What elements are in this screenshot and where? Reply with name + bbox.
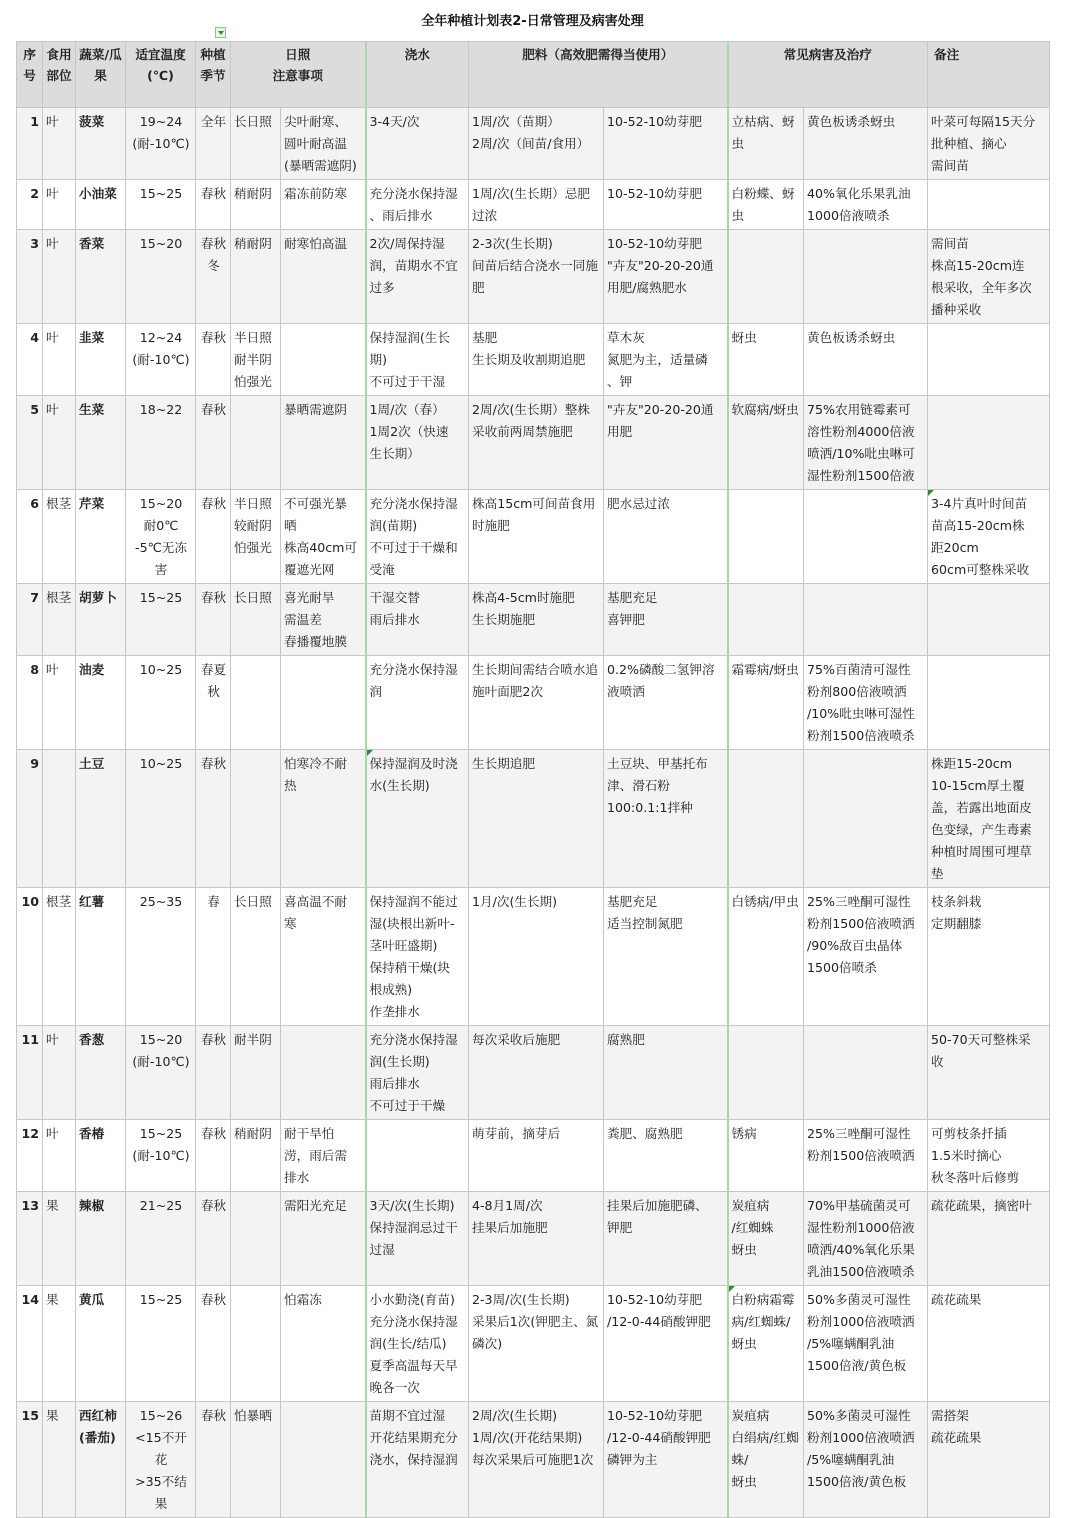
cell-seq[interactable]: 15 bbox=[17, 1402, 43, 1518]
cell-sun[interactable]: 长日照 bbox=[231, 108, 281, 180]
header-fert: 肥料（高效肥需得当使用） bbox=[469, 42, 728, 108]
cell-note[interactable]: 枝条斜栽 定期翻膝 bbox=[928, 888, 1050, 1026]
table-row bbox=[17, 656, 1050, 750]
cell-disease[interactable]: 白锈病/甲虫 bbox=[728, 888, 804, 1026]
cell-fert-type[interactable]: 土豆块、甲基托布 津、滑石粉 100:0.1:1拌种 bbox=[604, 750, 728, 888]
cell-fert-type[interactable]: 10-52-10幼芽肥 /12-0-44硝酸钾肥 磷钾为主 bbox=[604, 1402, 728, 1518]
header-veg: 蔬菜/瓜 果 bbox=[76, 42, 126, 108]
table-row bbox=[17, 324, 1050, 396]
cell-season[interactable]: 全年 bbox=[196, 108, 231, 180]
table-row bbox=[17, 230, 1050, 324]
cell-note[interactable]: 可剪枝条扦插 1.5米时摘心 秋冬落叶后修剪 bbox=[928, 1120, 1050, 1192]
cell-disease[interactable]: 软腐病/蚜虫 bbox=[728, 396, 804, 490]
cell-sun[interactable]: 长日照 bbox=[231, 888, 281, 1026]
cell-season[interactable]: 春秋 bbox=[196, 1286, 231, 1402]
cell-disease[interactable] bbox=[728, 750, 804, 888]
cell-treatment[interactable]: 40%氧化乐果乳油 1000倍液喷杀 bbox=[804, 180, 928, 230]
cell-treatment[interactable] bbox=[804, 750, 928, 888]
cell-fert-type[interactable]: 基肥充足 喜钾肥 bbox=[604, 584, 728, 656]
cell-part[interactable]: 果 bbox=[43, 1192, 76, 1286]
cell-veg[interactable]: 小油菜 bbox=[76, 180, 126, 230]
cell-part[interactable]: 果 bbox=[43, 1286, 76, 1402]
cell-fert-type[interactable]: 肥水忌过浓 bbox=[604, 490, 728, 584]
cell-sun-note[interactable]: 喜高温不耐 寒 bbox=[281, 888, 366, 1026]
cell-fert-type[interactable]: 10-52-10幼芽肥 bbox=[604, 180, 728, 230]
cell-water[interactable]: 充分浇水保持湿 润(苗期) 不可过于干燥和 受淹 bbox=[366, 490, 469, 584]
cell-treatment[interactable]: 黄色板诱杀蚜虫 bbox=[804, 108, 928, 180]
cell-seq[interactable]: 14 bbox=[17, 1286, 43, 1402]
table-row bbox=[17, 1286, 1050, 1402]
cell-temp[interactable]: 10~25 bbox=[126, 656, 196, 750]
cell-veg[interactable]: 香葱 bbox=[76, 1026, 126, 1120]
table-header-row bbox=[17, 42, 1050, 108]
cell-veg[interactable]: 红薯 bbox=[76, 888, 126, 1026]
cell-sun[interactable]: 耐半阴 bbox=[231, 1026, 281, 1120]
cell-season[interactable]: 春秋 bbox=[196, 1402, 231, 1518]
cell-seq[interactable]: 2 bbox=[17, 180, 43, 230]
cell-sun[interactable]: 稍耐阴 bbox=[231, 1120, 281, 1192]
cell-sun-note[interactable]: 喜光耐旱 需温差 春播覆地膜 bbox=[281, 584, 366, 656]
header-water: 浇水 bbox=[366, 42, 469, 108]
cell-part[interactable]: 叶 bbox=[43, 230, 76, 324]
cell-treatment[interactable]: 黄色板诱杀蚜虫 bbox=[804, 324, 928, 396]
cell-season[interactable]: 春秋 bbox=[196, 396, 231, 490]
cell-fert-type[interactable]: 10-52-10幼芽肥 bbox=[604, 108, 728, 180]
header-disease: 常见病害及治疗 bbox=[728, 42, 928, 108]
cell-fert-type[interactable]: 0.2%磷酸二氢钾溶 液喷洒 bbox=[604, 656, 728, 750]
cell-fert-frequency[interactable]: 1周/次(生长期）忌肥 过浓 bbox=[469, 180, 604, 230]
header-temp: 适宜温度 (℃) bbox=[126, 42, 196, 108]
page-title: 全年种植计划表2-日常管理及病害处理 bbox=[421, 14, 644, 29]
header-part: 食用 部位 bbox=[43, 42, 76, 108]
cell-part[interactable]: 叶 bbox=[43, 1120, 76, 1192]
cell-temp[interactable]: 10~25 bbox=[126, 750, 196, 888]
cell-season[interactable]: 春秋 冬 bbox=[196, 230, 231, 324]
cell-treatment[interactable]: 50%多菌灵可湿性 粉剂1000倍液喷洒 /5%噻螨酮乳油 1500倍液/黄色板 bbox=[804, 1286, 928, 1402]
cell-veg[interactable]: 西红柿 (番茄) bbox=[76, 1402, 126, 1518]
cell-fert-frequency[interactable]: 2周/次(生长期）整株 采收前两周禁施肥 bbox=[469, 396, 604, 490]
header-seq: 序 号 bbox=[17, 42, 43, 108]
cell-fert-frequency[interactable]: 株高4-5cm时施肥 生长期施肥 bbox=[469, 584, 604, 656]
cell-sun-note[interactable]: 霜冻前防寒 bbox=[281, 180, 366, 230]
cell-note[interactable] bbox=[928, 396, 1050, 490]
cell-seq[interactable]: 10 bbox=[17, 888, 43, 1026]
cell-fert-frequency[interactable]: 萌芽前，摘芽后 bbox=[469, 1120, 604, 1192]
cell-seq[interactable]: 11 bbox=[17, 1026, 43, 1120]
cell-disease[interactable] bbox=[728, 490, 804, 584]
cell-part[interactable]: 叶 bbox=[43, 1026, 76, 1120]
cell-seq[interactable]: 1 bbox=[17, 108, 43, 180]
cell-fert-frequency[interactable]: 2周/次(生长期) 1周/次(开花结果期) 每次采果后可施肥1次 bbox=[469, 1402, 604, 1518]
cell-fert-type[interactable]: 腐熟肥 bbox=[604, 1026, 728, 1120]
cell-water[interactable]: 苗期不宜过湿 开花结果期充分 浇水，保持湿润 bbox=[366, 1402, 469, 1518]
cell-note[interactable] bbox=[928, 656, 1050, 750]
header-sun: 日照 注意事项 bbox=[231, 42, 366, 108]
cell-temp[interactable]: 15~25 bbox=[126, 584, 196, 656]
cell-fert-type[interactable]: 10-52-10幼芽肥 /12-0-44硝酸钾肥 bbox=[604, 1286, 728, 1402]
cell-sun-note[interactable]: 尖叶耐寒、 圆叶耐高温 (暴晒需遮阴) bbox=[281, 108, 366, 180]
cell-temp[interactable]: 15~20 (耐-10℃) bbox=[126, 1026, 196, 1120]
cell-water[interactable]: 保持湿润及时浇 水(生长期) bbox=[366, 750, 469, 888]
filter-dropdown-icon[interactable] bbox=[215, 27, 226, 38]
cell-note[interactable]: 叶菜可每隔15天分 批种植、摘心 需间苗 bbox=[928, 108, 1050, 180]
cell-temp[interactable]: 15~20 耐0℃ -5℃无冻 害 bbox=[126, 490, 196, 584]
cell-water[interactable]: 3-4天/次 bbox=[366, 108, 469, 180]
cell-fert-frequency[interactable]: 每次采收后施肥 bbox=[469, 1026, 604, 1120]
cell-seq[interactable]: 3 bbox=[17, 230, 43, 324]
cell-disease[interactable]: 立枯病、蚜 虫 bbox=[728, 108, 804, 180]
table-row bbox=[17, 108, 1050, 180]
cell-part[interactable] bbox=[43, 750, 76, 888]
cell-disease[interactable]: 霜霉病/蚜虫 bbox=[728, 656, 804, 750]
cell-disease[interactable] bbox=[728, 1026, 804, 1120]
cell-part[interactable]: 叶 bbox=[43, 324, 76, 396]
cell-veg[interactable]: 油麦 bbox=[76, 656, 126, 750]
cell-fert-frequency[interactable]: 4-8月1周/次 挂果后加施肥 bbox=[469, 1192, 604, 1286]
cell-season[interactable]: 春秋 bbox=[196, 324, 231, 396]
cell-fert-type[interactable]: "卉友"20-20-20通 用肥 bbox=[604, 396, 728, 490]
cell-fert-frequency[interactable]: 1周/次（苗期） 2周/次（间苗/食用） bbox=[469, 108, 604, 180]
cell-water[interactable] bbox=[366, 1120, 469, 1192]
cell-sun-note[interactable] bbox=[281, 656, 366, 750]
cell-season[interactable]: 春秋 bbox=[196, 490, 231, 584]
cell-treatment[interactable]: 75%百菌清可湿性 粉剂800倍液喷洒 /10%吡虫啉可湿性 粉剂1500倍液喷杀 bbox=[804, 656, 928, 750]
table-row bbox=[17, 1402, 1050, 1518]
cell-part[interactable]: 根茎 bbox=[43, 490, 76, 584]
cell-sun[interactable]: 长日照 bbox=[231, 584, 281, 656]
cell-fert-type[interactable]: 粪肥、腐熟肥 bbox=[604, 1120, 728, 1192]
table-row bbox=[17, 1192, 1050, 1286]
cell-fert-type[interactable]: 10-52-10幼芽肥 "卉友"20-20-20通 用肥/腐熟肥水 bbox=[604, 230, 728, 324]
cell-treatment[interactable]: 75%农用链霉素可 溶性粉剂4000倍液 喷洒/10%吡虫啉可 湿性粉剂1500倍液 bbox=[804, 396, 928, 490]
cell-water[interactable]: 充分浇水保持湿 润(生长期) 雨后排水 不可过于干燥 bbox=[366, 1026, 469, 1120]
cell-note[interactable]: 需间苗 株高15-20cm连 根采收，全年多次 播种采收 bbox=[928, 230, 1050, 324]
cell-sun-note[interactable] bbox=[281, 324, 366, 396]
cell-sun-note[interactable]: 怕寒冷不耐 热 bbox=[281, 750, 366, 888]
cell-sun-note[interactable]: 不可强光暴 晒 株高40cm可 覆遮光网 bbox=[281, 490, 366, 584]
cell-treatment[interactable]: 50%多菌灵可湿性 粉剂1000倍液喷洒 /5%噻螨酮乳油 1500倍液/黄色板 bbox=[804, 1402, 928, 1518]
cell-seq[interactable]: 9 bbox=[17, 750, 43, 888]
cell-temp[interactable]: 12~24 (耐-10℃) bbox=[126, 324, 196, 396]
cell-seq[interactable]: 12 bbox=[17, 1120, 43, 1192]
cell-fert-type[interactable]: 基肥充足 适当控制氮肥 bbox=[604, 888, 728, 1026]
cell-sun-note[interactable]: 耐寒怕高温 bbox=[281, 230, 366, 324]
cell-fert-frequency[interactable]: 生长期追肥 bbox=[469, 750, 604, 888]
cell-sun-note[interactable] bbox=[281, 1402, 366, 1518]
cell-sun[interactable]: 稍耐阴 bbox=[231, 180, 281, 230]
cell-temp[interactable]: 15~25 (耐-10℃) bbox=[126, 1120, 196, 1192]
cell-veg[interactable]: 菠菜 bbox=[76, 108, 126, 180]
cell-water[interactable]: 1周/次（春） 1周2次（快速 生长期） bbox=[366, 396, 469, 490]
cell-note[interactable]: 疏花疏果 bbox=[928, 1286, 1050, 1402]
cell-treatment[interactable] bbox=[804, 1026, 928, 1120]
cell-note[interactable] bbox=[928, 180, 1050, 230]
cell-season[interactable]: 春 bbox=[196, 888, 231, 1026]
cell-seq[interactable]: 7 bbox=[17, 584, 43, 656]
cell-part[interactable]: 叶 bbox=[43, 396, 76, 490]
cell-fert-frequency[interactable]: 2-3周/次(生长期) 采果后1次(钾肥主、氮 磷次) bbox=[469, 1286, 604, 1402]
cell-sun[interactable] bbox=[231, 1286, 281, 1402]
cell-veg[interactable]: 辣椒 bbox=[76, 1192, 126, 1286]
cell-sun[interactable] bbox=[231, 396, 281, 490]
cell-veg[interactable]: 香菜 bbox=[76, 230, 126, 324]
cell-note[interactable] bbox=[928, 584, 1050, 656]
cell-disease[interactable]: 白粉病霜霉 病/红蜘蛛/ 蚜虫 bbox=[728, 1286, 804, 1402]
cell-part[interactable]: 根茎 bbox=[43, 584, 76, 656]
cell-treatment[interactable] bbox=[804, 584, 928, 656]
cell-water[interactable]: 充分浇水保持湿 润 bbox=[366, 656, 469, 750]
cell-water[interactable]: 干湿交替 雨后排水 bbox=[366, 584, 469, 656]
cell-sun-note[interactable]: 耐干旱怕 涝，雨后需 排水 bbox=[281, 1120, 366, 1192]
cell-temp[interactable]: 18~22 bbox=[126, 396, 196, 490]
cell-fert-frequency[interactable]: 2-3次(生长期) 间苗后结合浇水一同施 肥 bbox=[469, 230, 604, 324]
cell-part[interactable]: 果 bbox=[43, 1402, 76, 1518]
cell-note[interactable]: 3-4片真叶时间苗 苗高15-20cm株 距20cm 60cm可整株采收 bbox=[928, 490, 1050, 584]
cell-treatment[interactable]: 25%三唑酮可湿性 粉剂1500倍液喷洒 /90%敌百虫晶体 1500倍喷杀 bbox=[804, 888, 928, 1026]
cell-temp[interactable]: 15~25 bbox=[126, 1286, 196, 1402]
cell-disease[interactable] bbox=[728, 230, 804, 324]
cell-treatment[interactable]: 25%三唑酮可湿性 粉剂1500倍液喷洒 bbox=[804, 1120, 928, 1192]
cell-sun[interactable] bbox=[231, 1192, 281, 1286]
cell-part[interactable]: 根茎 bbox=[43, 888, 76, 1026]
cell-treatment[interactable] bbox=[804, 490, 928, 584]
cell-temp[interactable]: 15~26 <15不开花 >35不结果 bbox=[126, 1402, 196, 1518]
cell-water[interactable]: 小水勤浇(育苗) 充分浇水保持湿 润(生长/结瓜) 夏季高温每天早 晚各一次 bbox=[366, 1286, 469, 1402]
cell-disease[interactable]: 炭疽病 /红蜘蛛 蚜虫 bbox=[728, 1192, 804, 1286]
cell-sun[interactable]: 稍耐阴 bbox=[231, 230, 281, 324]
planting-table bbox=[16, 41, 1050, 1518]
table-row bbox=[17, 750, 1050, 888]
cell-season[interactable]: 春秋 bbox=[196, 180, 231, 230]
cell-treatment[interactable]: 70%甲基硫菌灵可 湿性粉剂1000倍液 喷洒/40%氧化乐果 乳油1500倍液喷杀 bbox=[804, 1192, 928, 1286]
cell-fert-type[interactable]: 挂果后加施肥磷、 钾肥 bbox=[604, 1192, 728, 1286]
cell-temp[interactable]: 21~25 bbox=[126, 1192, 196, 1286]
cell-sun-note[interactable]: 需阳光充足 bbox=[281, 1192, 366, 1286]
cell-temp[interactable]: 15~20 bbox=[126, 230, 196, 324]
header-note: 备注 bbox=[928, 42, 1050, 108]
cell-disease[interactable]: 白粉蝶、蚜 虫 bbox=[728, 180, 804, 230]
header-season: 种植 季节 bbox=[196, 42, 231, 108]
cell-note[interactable]: 需搭架 疏花疏果 bbox=[928, 1402, 1050, 1518]
cell-fert-type[interactable]: 草木灰 氮肥为主，适量磷 、钾 bbox=[604, 324, 728, 396]
cell-veg[interactable]: 生菜 bbox=[76, 396, 126, 490]
table-row bbox=[17, 490, 1050, 584]
cell-water[interactable]: 充分浇水保持湿 、雨后排水 bbox=[366, 180, 469, 230]
cell-fert-frequency[interactable]: 生长期间需结合喷水追 施叶面肥2次 bbox=[469, 656, 604, 750]
cell-veg[interactable]: 胡萝卜 bbox=[76, 584, 126, 656]
cell-sun-note[interactable]: 暴晒需遮阴 bbox=[281, 396, 366, 490]
cell-temp[interactable]: 25~35 bbox=[126, 888, 196, 1026]
cell-season[interactable]: 春秋 bbox=[196, 1026, 231, 1120]
cell-season[interactable]: 春秋 bbox=[196, 750, 231, 888]
cell-seq[interactable]: 4 bbox=[17, 324, 43, 396]
cell-sun[interactable] bbox=[231, 656, 281, 750]
table-row bbox=[17, 1026, 1050, 1120]
cell-note[interactable]: 株距15-20cm 10-15cm厚土覆 盖，若露出地面皮 色变绿，产生毒素 种植时周围可埋草 垫 bbox=[928, 750, 1050, 888]
cell-veg[interactable]: 韭菜 bbox=[76, 324, 126, 396]
cell-seq[interactable]: 13 bbox=[17, 1192, 43, 1286]
cell-sun[interactable]: 怕暴晒 bbox=[231, 1402, 281, 1518]
cell-fert-frequency[interactable]: 株高15cm可间苗食用 时施肥 bbox=[469, 490, 604, 584]
cell-temp[interactable]: 15~25 bbox=[126, 180, 196, 230]
cell-sun[interactable]: 半日照 较耐阴 怕强光 bbox=[231, 490, 281, 584]
table-row bbox=[17, 396, 1050, 490]
cell-seq[interactable]: 8 bbox=[17, 656, 43, 750]
cell-veg[interactable]: 香椿 bbox=[76, 1120, 126, 1192]
cell-sun[interactable] bbox=[231, 750, 281, 888]
cell-sun-note[interactable]: 怕霜冻 bbox=[281, 1286, 366, 1402]
cell-disease[interactable] bbox=[728, 584, 804, 656]
cell-season[interactable]: 春秋 bbox=[196, 1120, 231, 1192]
cell-note[interactable]: 50-70天可整株采 收 bbox=[928, 1026, 1050, 1120]
cell-season[interactable]: 春秋 bbox=[196, 1192, 231, 1286]
cell-veg[interactable]: 芹菜 bbox=[76, 490, 126, 584]
cell-note[interactable]: 疏花疏果，摘密叶 bbox=[928, 1192, 1050, 1286]
cell-treatment[interactable] bbox=[804, 230, 928, 324]
cell-temp[interactable]: 19~24 (耐-10℃) bbox=[126, 108, 196, 180]
table-row bbox=[17, 888, 1050, 1026]
cell-disease[interactable]: 蚜虫 bbox=[728, 324, 804, 396]
cell-veg[interactable]: 土豆 bbox=[76, 750, 126, 888]
cell-part[interactable]: 叶 bbox=[43, 180, 76, 230]
cell-seq[interactable]: 6 bbox=[17, 490, 43, 584]
cell-disease[interactable]: 炭疽病 白绢病/红蜘 蛛/ 蚜虫 bbox=[728, 1402, 804, 1518]
cell-water[interactable]: 3天/次(生长期) 保持湿润忌过干 过湿 bbox=[366, 1192, 469, 1286]
cell-water[interactable]: 保持湿润不能过 湿(块根出新叶- 茎叶旺盛期) 保持稍干燥(块 根成熟) 作垄排水 bbox=[366, 888, 469, 1026]
cell-part[interactable]: 叶 bbox=[43, 108, 76, 180]
table-row bbox=[17, 180, 1050, 230]
cell-sun[interactable]: 半日照 耐半阴 怕强光 bbox=[231, 324, 281, 396]
cell-season[interactable]: 春夏 秋 bbox=[196, 656, 231, 750]
cell-fert-frequency[interactable]: 1月/次(生长期) bbox=[469, 888, 604, 1026]
cell-veg[interactable]: 黄瓜 bbox=[76, 1286, 126, 1402]
cell-sun-note[interactable] bbox=[281, 1026, 366, 1120]
cell-seq[interactable]: 5 bbox=[17, 396, 43, 490]
cell-water[interactable]: 2次/周保持湿 润，苗期水不宜 过多 bbox=[366, 230, 469, 324]
table-row bbox=[17, 584, 1050, 656]
cell-disease[interactable]: 锈病 bbox=[728, 1120, 804, 1192]
table-row bbox=[17, 1120, 1050, 1192]
cell-note[interactable] bbox=[928, 324, 1050, 396]
cell-season[interactable]: 春秋 bbox=[196, 584, 231, 656]
cell-fert-frequency[interactable]: 基肥 生长期及收割期追肥 bbox=[469, 324, 604, 396]
cell-part[interactable]: 叶 bbox=[43, 656, 76, 750]
cell-water[interactable]: 保持湿润(生长 期) 不可过于干湿 bbox=[366, 324, 469, 396]
